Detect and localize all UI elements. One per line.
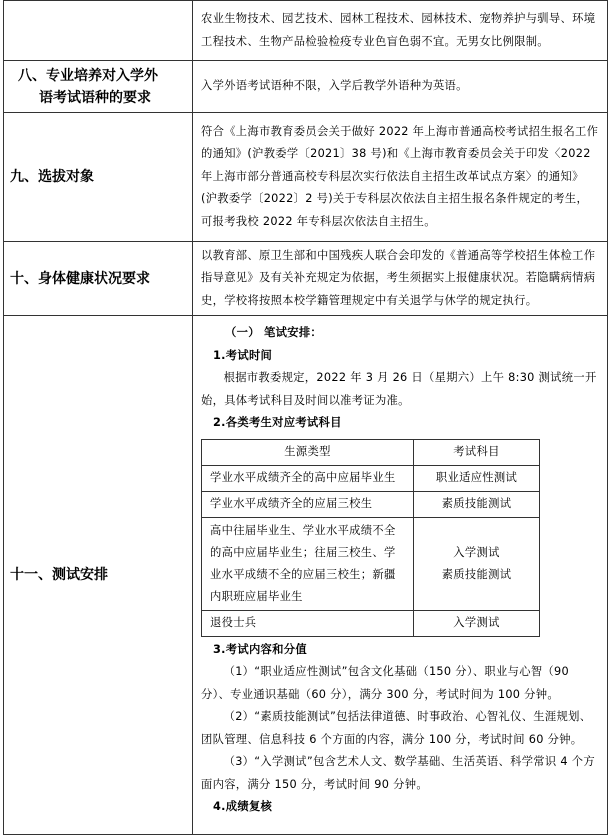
table-row <box>202 517 540 610</box>
table-cell: 退役士兵 <box>202 610 414 636</box>
table-row <box>202 610 540 636</box>
row-content: 入学外语考试语种不限，入学后教学外语种为英语。 <box>193 61 608 113</box>
table-cell: 高中往届毕业生、学业水平成绩不全的高中应届毕业生；往届三校生、学业水平成绩不全的应届三校生；新疆内职班应届毕业生 <box>202 517 414 610</box>
table-cell: 入学测试 素质技能测试 <box>414 517 540 610</box>
row-content <box>193 316 608 835</box>
table-row <box>4 61 608 113</box>
row-label-line: 八、专业培养对入学外 <box>18 67 158 84</box>
admission-info-table <box>3 0 608 835</box>
row-label: 十、身体健康状况要求 <box>4 242 193 316</box>
section-heading: （一） 笔试安排： <box>225 326 323 339</box>
table-cell: 入学测试 <box>414 610 540 636</box>
sub-heading: 2.各类考生对应考试科目 <box>213 416 342 429</box>
sub-heading: 4.成绩复核 <box>213 800 273 813</box>
paragraph: （2）“素质技能测试”包括法律道德、时事政治、心智礼仪、生涯规划、团队管理、信息科技 6 个方面的内容，满分 100 分，考试时间 60 分钟。 <box>201 710 592 746</box>
table-cell: 职业适应性测试 <box>414 465 540 491</box>
paragraph: （1）“职业适应性测试”包含文化基础（150 分）、职业与心智（90 分）、专业通识基础（60 分），满分 300 分，考试时间为 100 分钟。 <box>201 665 569 701</box>
table-row <box>202 465 540 491</box>
table-row <box>202 491 540 517</box>
table-cell: 学业水平成绩齐全的应届三校生 <box>202 491 414 517</box>
row-content: 符合《上海市教育委员会关于做好 2022 年上海市普通高校考试招生报名工作的通知》(沪教委学〔2021〕38 号)和《上海市教育委员会关于印发〈2022 年上海市部分普通高校专科层次实行依法自主招生改革试点方案〉的通知》(沪教委学〔2022〕2 号)关于专科层次依法自主招生报名条件规定的考生，可报考我校 2022 年专科层次依法自主招生。 <box>193 113 608 242</box>
row-label-empty <box>4 1 193 61</box>
sub-heading: 1.考试时间 <box>213 348 273 362</box>
table-row <box>4 242 608 316</box>
table-header-row <box>202 439 540 465</box>
column-header: 考试科目 <box>414 439 540 465</box>
table-cell: 素质技能测试 <box>414 491 540 517</box>
row-content: 农业生物技术、园艺技术、园林工程技术、园林技术、宠物养护与驯导、环境工程技术、生物产品检验检疫专业色盲色弱不宜。无男女比例限制。 <box>193 1 608 61</box>
row-content: 以教育部、原卫生部和中国残疾人联合会印发的《普通高等学校招生体检工作指导意见》及有关补充规定为依据，考生须据实上报健康状况。若隐瞒病情病史，学校将按照本校学籍管理规定中有关退学与休学的规定执行。 <box>193 242 608 316</box>
table-row <box>4 1 608 61</box>
table-cell: 学业水平成绩齐全的高中应届毕业生 <box>202 465 414 491</box>
paragraph: （3）“入学测试”包含艺术人文、数学基础、生活英语、科学常识 4 个方面内容，满分 150 分，考试时间 90 分钟。 <box>201 755 595 791</box>
paragraph: 根据市教委规定，2022 年 3 月 26 日（星期六）上午 8:30 测试统一开始，具体考试科目及时间以准考证为准。 <box>201 371 597 407</box>
table-row <box>4 113 608 242</box>
row-label: 九、选拔对象 <box>4 113 193 242</box>
row-label: 十一、测试安排 <box>4 316 193 835</box>
table-row <box>4 316 608 835</box>
row-label <box>4 61 193 113</box>
exam-subject-table <box>201 439 540 637</box>
row-label-line: 语考试语种的要求 <box>39 89 151 106</box>
column-header: 生源类型 <box>202 439 414 465</box>
sub-heading: 3.考试内容和分值 <box>213 642 307 656</box>
